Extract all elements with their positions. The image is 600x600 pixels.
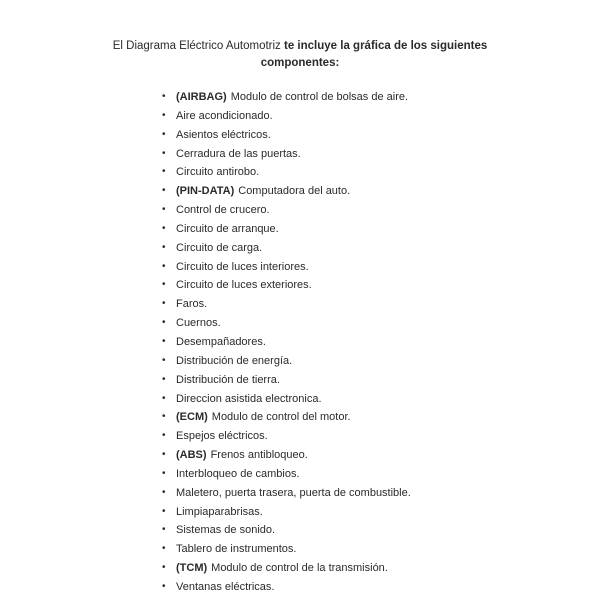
list-item xyxy=(0,107,411,126)
item-text: Tablero de instrumentos. xyxy=(176,543,297,556)
item-text: Modulo de control de la transmisión. xyxy=(211,562,388,575)
list-item xyxy=(0,465,411,484)
item-tag: (TCM) xyxy=(176,562,208,575)
bullet-icon: • xyxy=(162,562,166,574)
list-item xyxy=(0,540,411,559)
bullet-icon: • xyxy=(162,411,166,423)
list-item xyxy=(0,295,411,314)
bullet-icon: • xyxy=(162,392,166,404)
bullet-icon: • xyxy=(162,260,166,272)
list-item xyxy=(0,239,411,258)
list-item xyxy=(0,333,411,352)
item-text: Cuernos. xyxy=(176,317,221,330)
bullet-icon: • xyxy=(162,467,166,479)
list-item xyxy=(0,427,411,446)
item-tag: (AIRBAG) xyxy=(176,91,227,103)
intro-bold-text: te incluye la gráfica de los siguientes componentes: xyxy=(260,40,488,69)
list-item xyxy=(0,559,411,578)
item-text: Circuito de luces exteriores. xyxy=(176,279,312,292)
bullet-icon: • xyxy=(162,204,166,216)
bullet-icon: • xyxy=(162,91,166,102)
list-item xyxy=(0,163,411,182)
list-item xyxy=(0,484,411,503)
list-item xyxy=(0,182,411,201)
bullet-icon: • xyxy=(162,449,166,461)
bullet-icon: • xyxy=(162,317,166,329)
list-item xyxy=(0,371,411,390)
bullet-icon: • xyxy=(162,298,166,310)
list-item xyxy=(0,258,411,277)
bullet-icon: • xyxy=(162,543,166,555)
item-text: Espejos eléctricos. xyxy=(176,430,268,443)
list-item xyxy=(0,578,411,597)
item-text: Maletero, puerta trasera, puerta de combustible. xyxy=(176,486,411,499)
list-item xyxy=(0,145,411,164)
item-tag: (ECM) xyxy=(176,411,208,424)
item-text: Direccion asistida electronica. xyxy=(176,392,322,405)
list-item xyxy=(0,408,411,427)
bullet-icon: • xyxy=(162,373,166,385)
bullet-icon: • xyxy=(162,185,166,197)
bullet-icon: • xyxy=(162,147,166,159)
bullet-icon: • xyxy=(162,505,166,517)
intro-paragraph xyxy=(80,38,520,72)
list-item xyxy=(0,446,411,465)
item-tag: (ABS) xyxy=(176,449,207,462)
components-list xyxy=(0,88,411,597)
list-item xyxy=(0,276,411,295)
list-item xyxy=(0,503,411,522)
item-text: Circuito de arranque. xyxy=(176,222,279,235)
item-text: Control de crucero. xyxy=(176,204,270,217)
list-item xyxy=(0,314,411,333)
list-item xyxy=(0,126,411,145)
bullet-icon: • xyxy=(162,109,166,121)
list-item xyxy=(0,201,411,220)
item-text: Frenos antibloqueo. xyxy=(210,449,308,462)
item-text: Circuito antirobo. xyxy=(176,166,260,179)
list-item xyxy=(0,521,411,540)
bullet-icon: • xyxy=(162,430,166,442)
bullet-icon: • xyxy=(162,354,166,366)
list-item xyxy=(0,390,411,409)
item-text: Interbloqueo de cambios. xyxy=(176,467,300,480)
bullet-icon: • xyxy=(162,222,166,234)
bullet-icon: • xyxy=(162,580,166,592)
item-text: Modulo de control de bolsas de aire. xyxy=(230,91,409,103)
item-tag: (PIN-DATA) xyxy=(176,185,235,198)
bullet-icon: • xyxy=(162,241,166,253)
item-text: Distribución de tierra. xyxy=(176,373,280,386)
item-text: Asientos eléctricos. xyxy=(176,128,271,141)
list-item xyxy=(0,352,411,371)
item-text: Circuito de carga. xyxy=(176,241,263,254)
list-item xyxy=(0,88,411,107)
bullet-icon: • xyxy=(162,166,166,178)
bullet-icon: • xyxy=(162,524,166,536)
bullet-icon: • xyxy=(162,335,166,347)
item-text: Computadora del auto. xyxy=(238,185,351,198)
item-text: Faros. xyxy=(176,298,208,311)
item-text: Limpiaparabrisas. xyxy=(176,505,263,518)
item-text: Sistemas de sonido. xyxy=(176,524,276,537)
item-text: Modulo de control del motor. xyxy=(211,411,351,424)
bullet-icon: • xyxy=(162,128,166,140)
item-text: Distribución de energía. xyxy=(176,354,293,367)
list-item xyxy=(0,220,411,239)
bullet-icon: • xyxy=(162,279,166,291)
item-text: Circuito de luces interiores. xyxy=(176,260,309,273)
intro-text: El Diagrama Eléctrico Automotriz xyxy=(112,40,281,52)
item-text: Cerradura de las puertas. xyxy=(176,147,301,160)
item-text: Ventanas eléctricas. xyxy=(176,580,275,593)
item-text: Desempañadores. xyxy=(176,335,266,348)
item-text: Aire acondicionado. xyxy=(176,109,273,122)
bullet-icon: • xyxy=(162,486,166,498)
